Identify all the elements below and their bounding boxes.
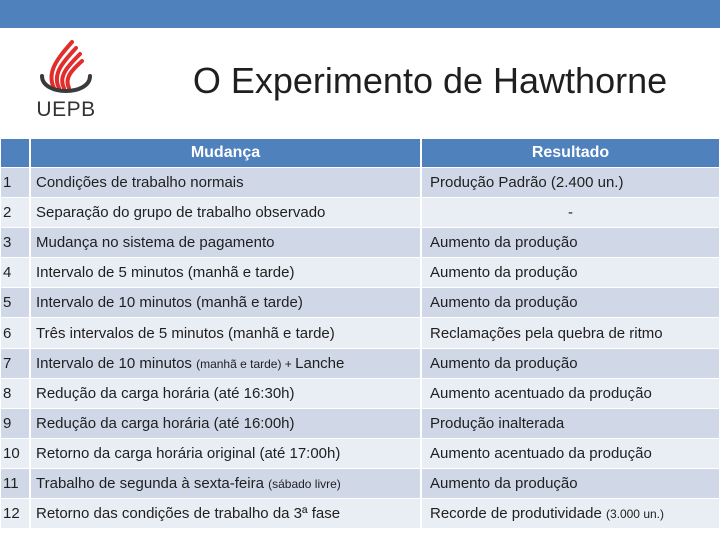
- row-change: Trabalho de segunda à sexta-feira (sábado livre): [31, 468, 422, 498]
- flame-emblem-icon: [30, 36, 102, 98]
- row-change: Redução da carga horária (até 16:30h): [31, 378, 422, 408]
- row-change: Intervalo de 10 minutos (manhã e tarde) + Lanche: [31, 348, 422, 378]
- row-result: Aumento acentuado da produção: [422, 378, 719, 408]
- row-result: Aumento da produção: [422, 468, 719, 498]
- row-result: -: [422, 197, 719, 227]
- row-number: 9: [1, 408, 31, 438]
- row-result: Aumento da produção: [422, 227, 719, 257]
- row-result: Aumento da produção: [422, 287, 719, 317]
- row-number: 12: [1, 498, 31, 528]
- table-row: [1, 227, 719, 257]
- table-row: [1, 167, 719, 197]
- logo-text: UEPB: [36, 98, 96, 121]
- uepb-logo: [30, 36, 102, 122]
- table-row: [1, 438, 719, 468]
- row-result: Aumento da produção: [422, 257, 719, 287]
- row-change: Retorno da carga horária original (até 17:00h): [31, 438, 422, 468]
- slide-title: O Experimento de Hawthorne: [192, 60, 668, 101]
- row-result: Aumento acentuado da produção: [422, 438, 719, 468]
- row-number: 2: [1, 197, 31, 227]
- table-row: [1, 197, 719, 227]
- top-accent-bar: [0, 0, 720, 28]
- row-change: Três intervalos de 5 minutos (manhã e tarde): [31, 317, 422, 347]
- row-number: 7: [1, 348, 31, 378]
- row-change: Mudança no sistema de pagamento: [31, 227, 422, 257]
- table-row: [1, 317, 719, 347]
- row-number: 5: [1, 287, 31, 317]
- row-change: Separação do grupo de trabalho observado: [31, 197, 422, 227]
- row-result: Aumento da produção: [422, 348, 719, 378]
- header-num: [1, 139, 31, 167]
- row-change: Condições de trabalho normais: [31, 167, 422, 197]
- row-number: 11: [1, 468, 31, 498]
- row-result: Reclamações pela quebra de ritmo: [422, 317, 719, 347]
- row-result: Produção inalterada: [422, 408, 719, 438]
- row-change: Retorno das condições de trabalho da 3ª fase: [31, 498, 422, 528]
- table-row: [1, 348, 719, 378]
- row-number: 3: [1, 227, 31, 257]
- table-row: [1, 468, 719, 498]
- row-number: 6: [1, 317, 31, 347]
- header-result: Resultado: [422, 139, 719, 167]
- table-row: [1, 498, 719, 528]
- row-number: 4: [1, 257, 31, 287]
- hawthorne-table: [1, 139, 719, 528]
- row-change: Intervalo de 5 minutos (manhã e tarde): [31, 257, 422, 287]
- table-header-row: [1, 139, 719, 167]
- row-result: Produção Padrão (2.400 un.): [422, 167, 719, 197]
- row-number: 10: [1, 438, 31, 468]
- row-result: Recorde de produtividade (3.000 un.): [422, 498, 719, 528]
- table-row: [1, 408, 719, 438]
- row-change: Intervalo de 10 minutos (manhã e tarde): [31, 287, 422, 317]
- row-change: Redução da carga horária (até 16:00h): [31, 408, 422, 438]
- row-number: 8: [1, 378, 31, 408]
- row-number: 1: [1, 167, 31, 197]
- table-row: [1, 257, 719, 287]
- table-row: [1, 287, 719, 317]
- header-change: Mudança: [31, 139, 422, 167]
- table-row: [1, 378, 719, 408]
